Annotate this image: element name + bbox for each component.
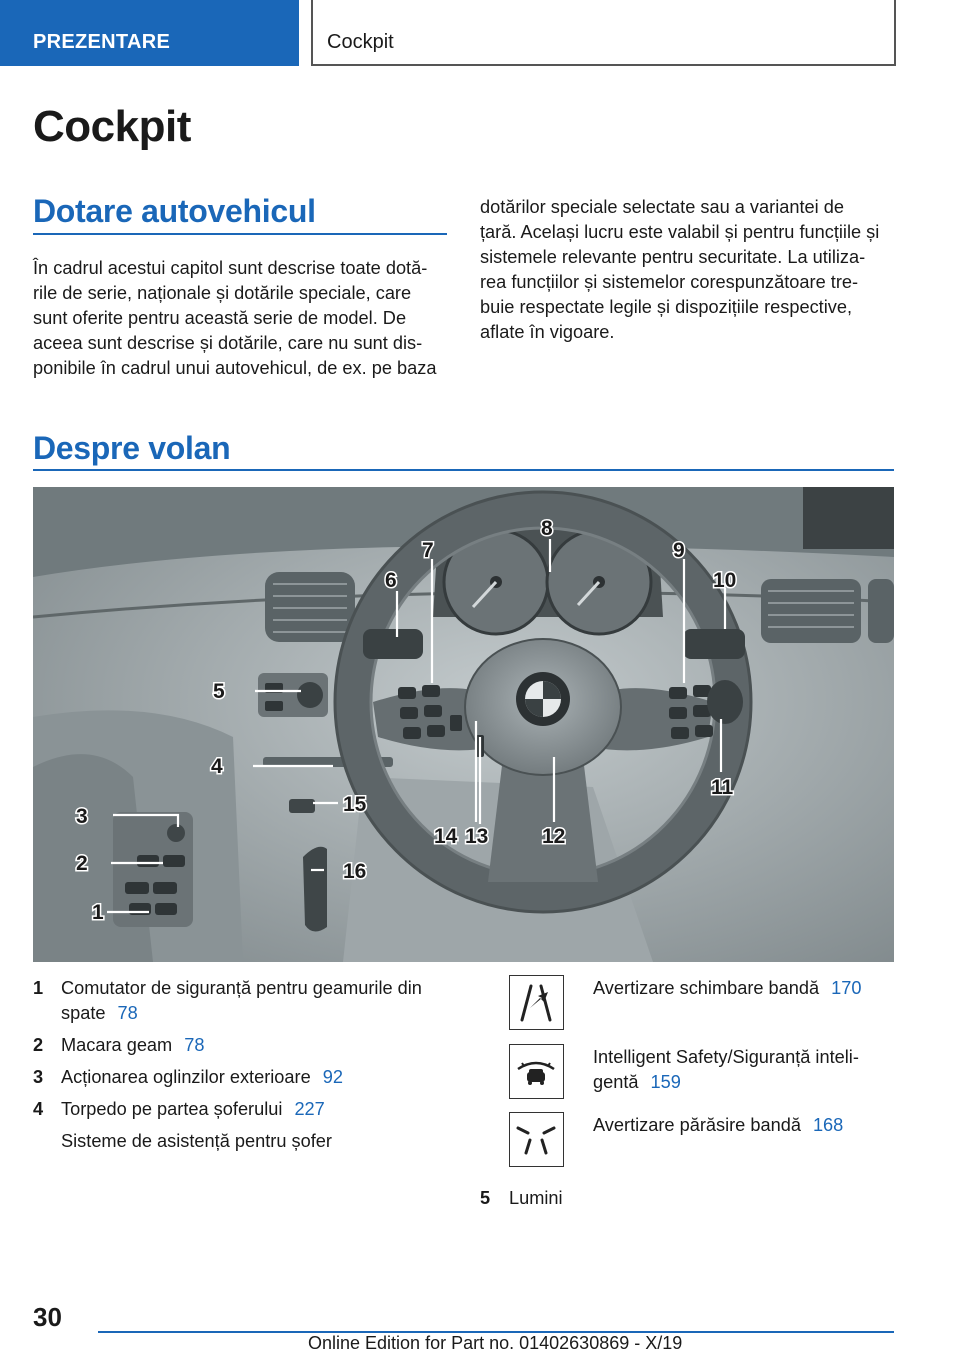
page-ref-link[interactable]: 92 [322, 1067, 343, 1087]
callout-8: 8 [541, 517, 553, 540]
callout-5: 5 [213, 680, 225, 703]
legend-right [480, 975, 900, 1215]
callout-14: 14 [434, 825, 458, 848]
text-line: buie respectate legile și dispozițiile respective, [480, 297, 853, 317]
heading-volan: Despre volan [33, 430, 231, 466]
page-title: Cockpit [33, 102, 191, 151]
callout-10: 10 [713, 569, 737, 592]
callout-9: 9 [673, 539, 685, 562]
page-ref-link[interactable]: 170 [831, 978, 862, 998]
text-line: rea funcțiilor și sistemelor corespunzătoare tre‐ [480, 272, 859, 292]
page-ref-link[interactable]: 227 [294, 1099, 325, 1119]
section-tab[interactable]: PREZENTARE [0, 0, 299, 66]
text-line: aflate în vigoare. [480, 322, 615, 342]
callout-16: 16 [343, 860, 367, 883]
lane-change-warning-icon [509, 975, 564, 1030]
text-line: sistemele relevante pentru securitate. La utiliza‐ [480, 247, 866, 267]
callout-15: 15 [343, 793, 367, 816]
item-number: 2 [33, 1035, 44, 1055]
heading-rule [33, 469, 894, 471]
dotare-right-column [480, 195, 900, 345]
item-text: Avertizare schimbare bandă [593, 978, 820, 998]
cockpit-illustration [33, 487, 894, 962]
callout-6: 6 [385, 569, 397, 592]
item-number: 3 [33, 1067, 44, 1087]
item-number: 1 [33, 978, 44, 998]
item-text: Sisteme de asistență pentru șofer [61, 1131, 332, 1151]
text-line: În cadrul acestui capitol sunt descrise toate dotă‐ [33, 258, 428, 278]
callout-12: 12 [542, 825, 566, 848]
item-text: Acționarea oglinzilor exterioare [61, 1067, 311, 1087]
heading-rule [33, 233, 447, 235]
text-line: aceea sunt descrise și dotările, care nu sunt dis‐ [33, 333, 423, 353]
intelligent-safety-icon [509, 1044, 564, 1099]
callout-7: 7 [422, 539, 434, 562]
item-text: Torpedo pe partea șoferului [61, 1099, 283, 1119]
text-line: țară. Același lucru este valabil și pentru funcțiile și [480, 222, 880, 242]
item-text: Macara geam [61, 1035, 173, 1055]
callout-4: 4 [211, 755, 223, 778]
callout-2: 2 [76, 852, 88, 875]
text-line: ponibile în cadrul unui autovehicul, de ex. pe baza [33, 358, 437, 378]
item-text: Lumini [509, 1188, 563, 1208]
callout-3: 3 [76, 805, 88, 828]
page-ref-link[interactable]: 159 [650, 1072, 681, 1092]
callout-13: 13 [465, 825, 489, 848]
page-ref-link[interactable]: 168 [812, 1115, 844, 1135]
dotare-left-column [33, 256, 453, 381]
footer-text: Online Edition for Part no. 01402630869 - X/19 [308, 1333, 683, 1353]
page-number: 30 [33, 1302, 62, 1332]
page-ref-link[interactable]: 78 [117, 1003, 138, 1023]
item-text: spate [61, 1003, 106, 1023]
callout-11: 11 [711, 776, 734, 799]
item-text: Avertizare părăsire bandă [593, 1115, 801, 1135]
callout-1: 1 [92, 901, 104, 924]
item-number: 4 [33, 1099, 44, 1119]
item-text: Comutator de siguranță pentru geamurile din [61, 978, 422, 998]
item-number: 5 [480, 1188, 491, 1208]
lane-departure-warning-icon [509, 1112, 564, 1167]
text-line: rile de serie, naționale și dotările speciale, care [33, 283, 412, 303]
text-line: dotărilor speciale selectate sau a variantei de [480, 197, 844, 217]
legend-left [33, 976, 463, 1176]
item-text: gentă [593, 1072, 639, 1092]
chapter-label: Cockpit [311, 0, 896, 66]
heading-dotare: Dotare autovehicul [33, 193, 316, 229]
page-ref-link[interactable]: 78 [184, 1035, 205, 1055]
item-text: Intelligent Safety/Siguranță inteli‐ [593, 1047, 859, 1067]
text-line: sunt oferite pentru această serie de model. De [33, 308, 407, 328]
